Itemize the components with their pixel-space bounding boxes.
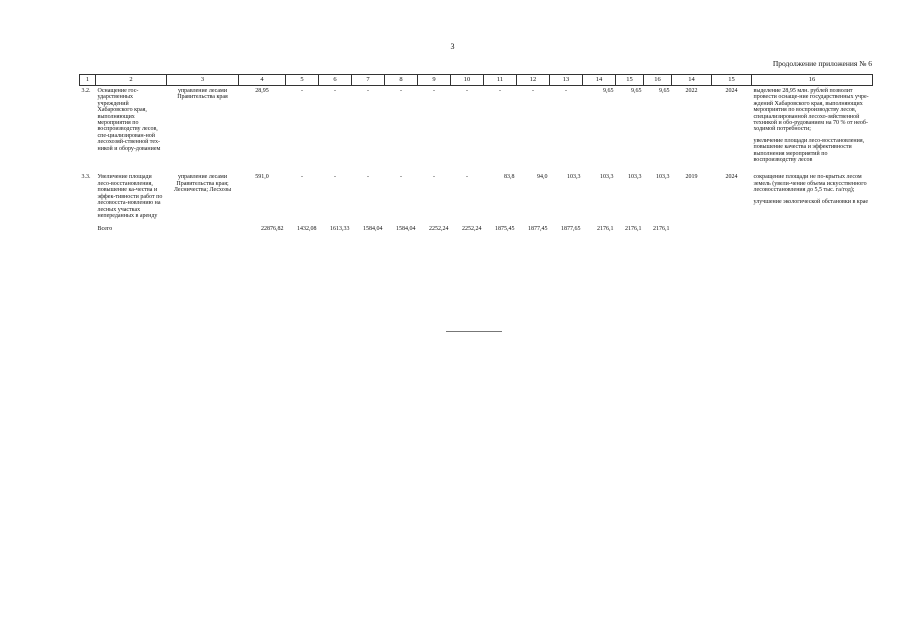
value-cell: 9,65 (631, 88, 642, 94)
value-cell: 28,95 (255, 88, 269, 94)
col-header: 6 (319, 75, 352, 86)
col-header: 3 (167, 75, 239, 86)
year-start: 2022 (685, 88, 698, 94)
value-cell: - (367, 174, 369, 181)
total-value: 2252,24 (462, 226, 482, 233)
col-header: 11 (484, 75, 517, 86)
value-cell: 103,3 (656, 174, 670, 181)
value-cell: 9,65 (603, 88, 614, 94)
total-value: 1584,04 (396, 226, 416, 233)
value-cell: - (433, 174, 435, 181)
value-cell: 94,0 (537, 174, 548, 181)
value-cell: - (499, 88, 501, 94)
total-value: 1613,33 (330, 226, 350, 233)
value-cell: 103,3 (567, 174, 581, 181)
expected-result (752, 86, 873, 173)
col-header: 15 (616, 75, 644, 86)
total-value: 1877,65 (561, 226, 581, 233)
value-cell: - (301, 174, 303, 181)
year-end: 2024 (725, 174, 738, 181)
col-header: 14 (672, 75, 712, 86)
end-divider (446, 331, 502, 332)
total-row (80, 223, 873, 236)
total-value: 22876,82 (261, 226, 284, 233)
value-cell: - (334, 174, 336, 181)
total-value: 2252,24 (429, 226, 449, 233)
goal-text: улучшение экологической обстановки в крае (753, 198, 869, 205)
goal-text: сокращение площади не по-крытых лесом земель (увели-чение объема искусственного лесовосстановления до 5,5 тыс. га/год); (753, 174, 867, 194)
measure-name: Увеличение площади лесо-восстановления, повышение ка-чества и эффек-тивности работ по лесовосста-новлению на лесных участках непереданных в аренду (97, 174, 163, 219)
value-cell: 103,3 (628, 174, 642, 181)
col-header: 4 (239, 75, 286, 86)
col-header: 16 (752, 75, 873, 86)
total-value: 2176,1 (653, 226, 670, 233)
goal-text: выделение 28,95 млн. рублей позволит провести оснаще-ние государственных учре-ждений Хабаровского края, выполняющих мероприятия по воспроизводству лесов, специализированной лесохо-зяйственной техникой и обо-рудованием на 70 % от необ-ходимой потребности; (753, 88, 869, 133)
value-cell: - (433, 88, 435, 94)
col-header: 8 (385, 75, 418, 86)
goal-text: увеличение площади лесо-восстановления, повышение качества и эффективности выполнения мероприятий по воспроизводству лесов (753, 137, 865, 164)
col-header: 10 (451, 75, 484, 86)
value-cell: - (334, 88, 336, 94)
value-cell: 103,3 (600, 174, 614, 181)
continuation-caption: Продолжение приложения № 6 (772, 59, 872, 68)
table-row (80, 172, 873, 223)
total-value: 2176,1 (625, 226, 642, 233)
col-header: 1 (80, 75, 96, 86)
value-cell: 83,8 (504, 174, 515, 181)
expected-result (752, 172, 873, 223)
value-cell: - (466, 88, 468, 94)
col-header: 15 (712, 75, 752, 86)
col-header: 9 (418, 75, 451, 86)
year-start: 2019 (685, 174, 698, 181)
col-header: 12 (517, 75, 550, 86)
appendix-table (79, 74, 873, 237)
row-number: 3.3. (81, 174, 91, 181)
header-row (80, 75, 873, 86)
total-value: 1432,08 (297, 226, 317, 233)
total-value: 1875,45 (495, 226, 515, 233)
col-header: 2 (96, 75, 167, 86)
value-cell: - (367, 88, 369, 94)
col-header: 7 (352, 75, 385, 86)
value-cell: - (400, 88, 402, 94)
executor: управление лесами Правительства края (177, 88, 228, 101)
total-label: Всего (97, 226, 113, 233)
total-value: 1877,45 (528, 226, 548, 233)
value-cell: 591,0 (255, 174, 269, 181)
table-row (80, 86, 873, 173)
col-header: 14 (583, 75, 616, 86)
value-cell: - (301, 88, 303, 94)
value-cell: - (400, 174, 402, 181)
value-cell: - (565, 88, 567, 94)
value-cell: - (532, 88, 534, 94)
col-header: 16 (644, 75, 672, 86)
total-value: 2176,1 (597, 226, 614, 233)
value-cell: 9,65 (659, 88, 670, 94)
value-cell: - (466, 174, 468, 181)
col-header: 13 (550, 75, 583, 86)
year-end: 2024 (725, 88, 738, 94)
page-number: 3 (450, 42, 455, 51)
measure-name: Оснащение гос-ударственных учреждений Хабаровского края, выполняющих мероприятия по воспроизводству лесов, спе-циализирован-ной лесохозяй-ственной тех-никой и обору-дованием (97, 88, 161, 152)
total-value: 1584,04 (363, 226, 383, 233)
executor: управление лесами Правительства края; Лесничества; Лесхозы (173, 174, 232, 194)
row-number: 3.2. (81, 88, 91, 94)
col-header: 5 (286, 75, 319, 86)
